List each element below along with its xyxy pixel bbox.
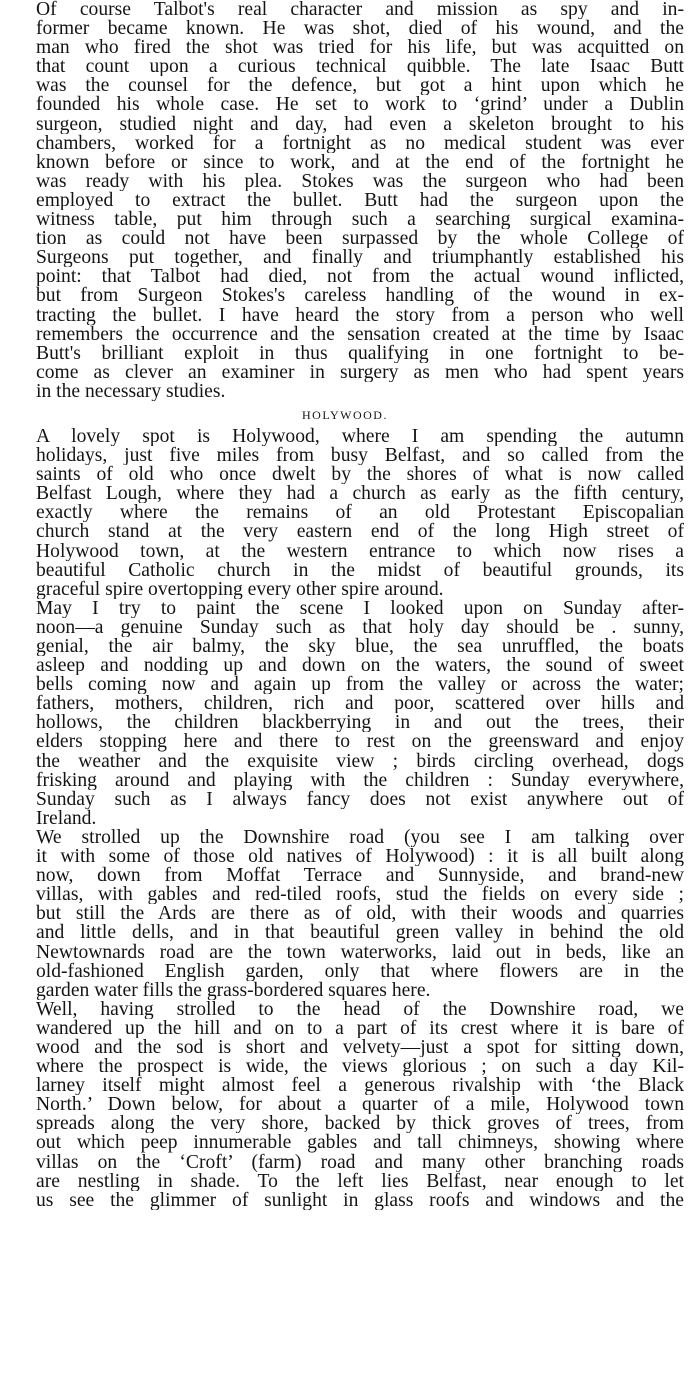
text-line: but still the Ards are there as of old, with their woods and quarries xyxy=(36,904,684,924)
article-paragraph xyxy=(6,0,684,401)
text-line: remembers the occurrence and the sensation created at the time by Isaac xyxy=(36,324,684,344)
article-paragraph xyxy=(6,1000,684,1210)
text-line: was ready with his plea. Stokes was the surgeon who had been xyxy=(36,171,684,191)
text-line: hollows, the children blackberrying in and out the trees, their xyxy=(36,713,684,733)
text-line: spreads along the very shore, backed by thick groves of trees, from xyxy=(36,1114,684,1134)
text-line: where the prospect is wide, the views glorious ; on such a day Kil- xyxy=(36,1057,684,1077)
text-line: Well, having strolled to the head of the Downshire road, we xyxy=(36,999,684,1019)
text-line: Newtownards road are the town waterworks, laid out in beds, like an xyxy=(36,942,684,962)
text-line: are nestling in shade. To the left lies Belfast, near enough to let xyxy=(36,1171,684,1191)
text-line: former became known. He was shot, died of his wound, and the xyxy=(36,19,684,39)
text-line: holidays, just five miles from busy Belfast, and so called from the xyxy=(36,446,684,466)
article-paragraph xyxy=(6,599,684,828)
text-line: surgeon, studied night and day, had even a skeleton brought to his xyxy=(36,114,684,134)
text-line: graceful spire overtopping every other spire around. xyxy=(36,579,444,599)
text-line: beautiful Catholic church in the midst of beautiful grounds, its xyxy=(36,560,684,580)
text-line: fathers, mothers, children, rich and poor, scattered over hills and xyxy=(36,694,684,714)
text-line: employed to extract the bullet. Butt had the surgeon upon the xyxy=(36,190,684,211)
text-line: Holywood town, at the western entrance to which now rises a xyxy=(36,541,684,561)
text-line: that count upon a curious technical quibble. The late Isaac Butt xyxy=(36,57,684,77)
text-line: church stand at the very eastern end of the long High street of xyxy=(36,522,684,542)
text-line: now, down from Moffat Terrace and Sunnyside, and brand-new xyxy=(36,866,684,886)
text-line: old-fashioned English garden, only that where flowers are in the xyxy=(36,961,684,981)
text-line: chambers, worked for a fortnight as no medical student was ever xyxy=(36,133,684,153)
text-line: asleep and nodding up and down on the waters, the sound of sweet xyxy=(36,656,684,676)
text-line: man who fired the shot was tried for his life, but was acquitted on xyxy=(36,38,684,58)
text-line: tracting the bullet. I have heard the story from a person who well xyxy=(36,305,684,325)
text-line: We strolled up the Downshire road (you see I am talking over xyxy=(36,827,684,848)
text-line: Ireland. xyxy=(36,808,97,828)
text-line: frisking around and playing with the children : Sunday everywhere, xyxy=(36,770,684,790)
text-line: Belfast Lough, where they had a church as early as the fifth century, xyxy=(36,484,684,504)
article-paragraph xyxy=(6,427,684,599)
text-line: the weather and the exquisite view ; birds circling overhead, dogs xyxy=(36,751,684,771)
section-heading: HOLYWOOD. xyxy=(302,407,388,422)
text-line: founded his whole case. He set to work to ‘grind’ under a Dublin xyxy=(36,95,684,115)
text-line: Butt's brilliant exploit in thus qualifying in one fortnight to be- xyxy=(36,343,684,363)
text-line: Sunday such as I always fancy does not exist anywhere out of xyxy=(36,789,684,809)
text-line: exactly where the remains of an old Protestant Episcopalian xyxy=(36,503,684,523)
text-line: in the necessary studies. xyxy=(36,381,226,401)
text-line: wandered up the hill and on to a part of its crest where it is bare of xyxy=(36,1018,684,1038)
text-line: come as clever an examiner in surgery as men who had spent years xyxy=(36,362,684,382)
text-line: garden water fills the grass-bordered squares here. xyxy=(36,980,431,1000)
text-line: tion as could not have been surpassed by the whole College of xyxy=(36,229,684,249)
text-line: villas, with gables and red-tiled roofs, stud the fields on every side ; xyxy=(36,885,684,905)
article-paragraph xyxy=(6,828,684,1000)
text-line: genial, the air balmy, the sky blue, the sea unruffled, the boats xyxy=(36,637,684,657)
text-line: saints of old who once dwelt by the shores of what is now called xyxy=(36,465,684,485)
text-line: point: that Talbot had died, not from the actual wound inflicted, xyxy=(36,267,684,287)
text-line: out which peep innumerable gables and tall chimneys, showing where xyxy=(36,1133,684,1153)
text-line: it with some of those old natives of Holywood) : it is all built along xyxy=(36,847,684,867)
text-line: us see the glimmer of sunlight in glass roofs and windows and the xyxy=(36,1190,684,1210)
text-line: witness table, put him through such a searching surgical examina- xyxy=(36,210,684,230)
text-line: and little dells, and in that beautiful green valley in behind the old xyxy=(36,923,684,943)
text-line: elders stopping here and there to rest on the greensward and enjoy xyxy=(36,732,684,752)
text-line: North.’ Down below, for about a quarter of a mile, Holywood town xyxy=(36,1095,684,1115)
text-line: larney itself might almost feel a generous rivalship with ‘the Black xyxy=(36,1076,684,1096)
text-line: was the counsel for the defence, but got a hint upon which he xyxy=(36,76,684,96)
text-line: noon—a genuine Sunday such as that holy day should be . sunny, xyxy=(36,617,684,637)
text-line: Of course Talbot's real character and mission as spy and in- xyxy=(36,0,684,20)
text-line: but from Surgeon Stokes's careless handling of the wound in ex- xyxy=(36,286,684,306)
text-line: villas on the ‘Croft’ (farm) road and many other branching roads xyxy=(36,1152,684,1172)
text-line: A lovely spot is Holywood, where I am spending the autumn xyxy=(36,426,684,447)
text-line: wood and the sod is short and velvety—just a spot for sitting down, xyxy=(36,1037,684,1058)
text-line: bells coming now and again up from the valley or across the water; xyxy=(36,675,684,695)
text-line: known before or since to work, and at the end of the fortnight he xyxy=(36,152,684,172)
text-line: May I try to paint the scene I looked upon on Sunday after- xyxy=(36,598,684,618)
text-line: Surgeons put together, and finally and triumphantly established his xyxy=(36,248,684,268)
